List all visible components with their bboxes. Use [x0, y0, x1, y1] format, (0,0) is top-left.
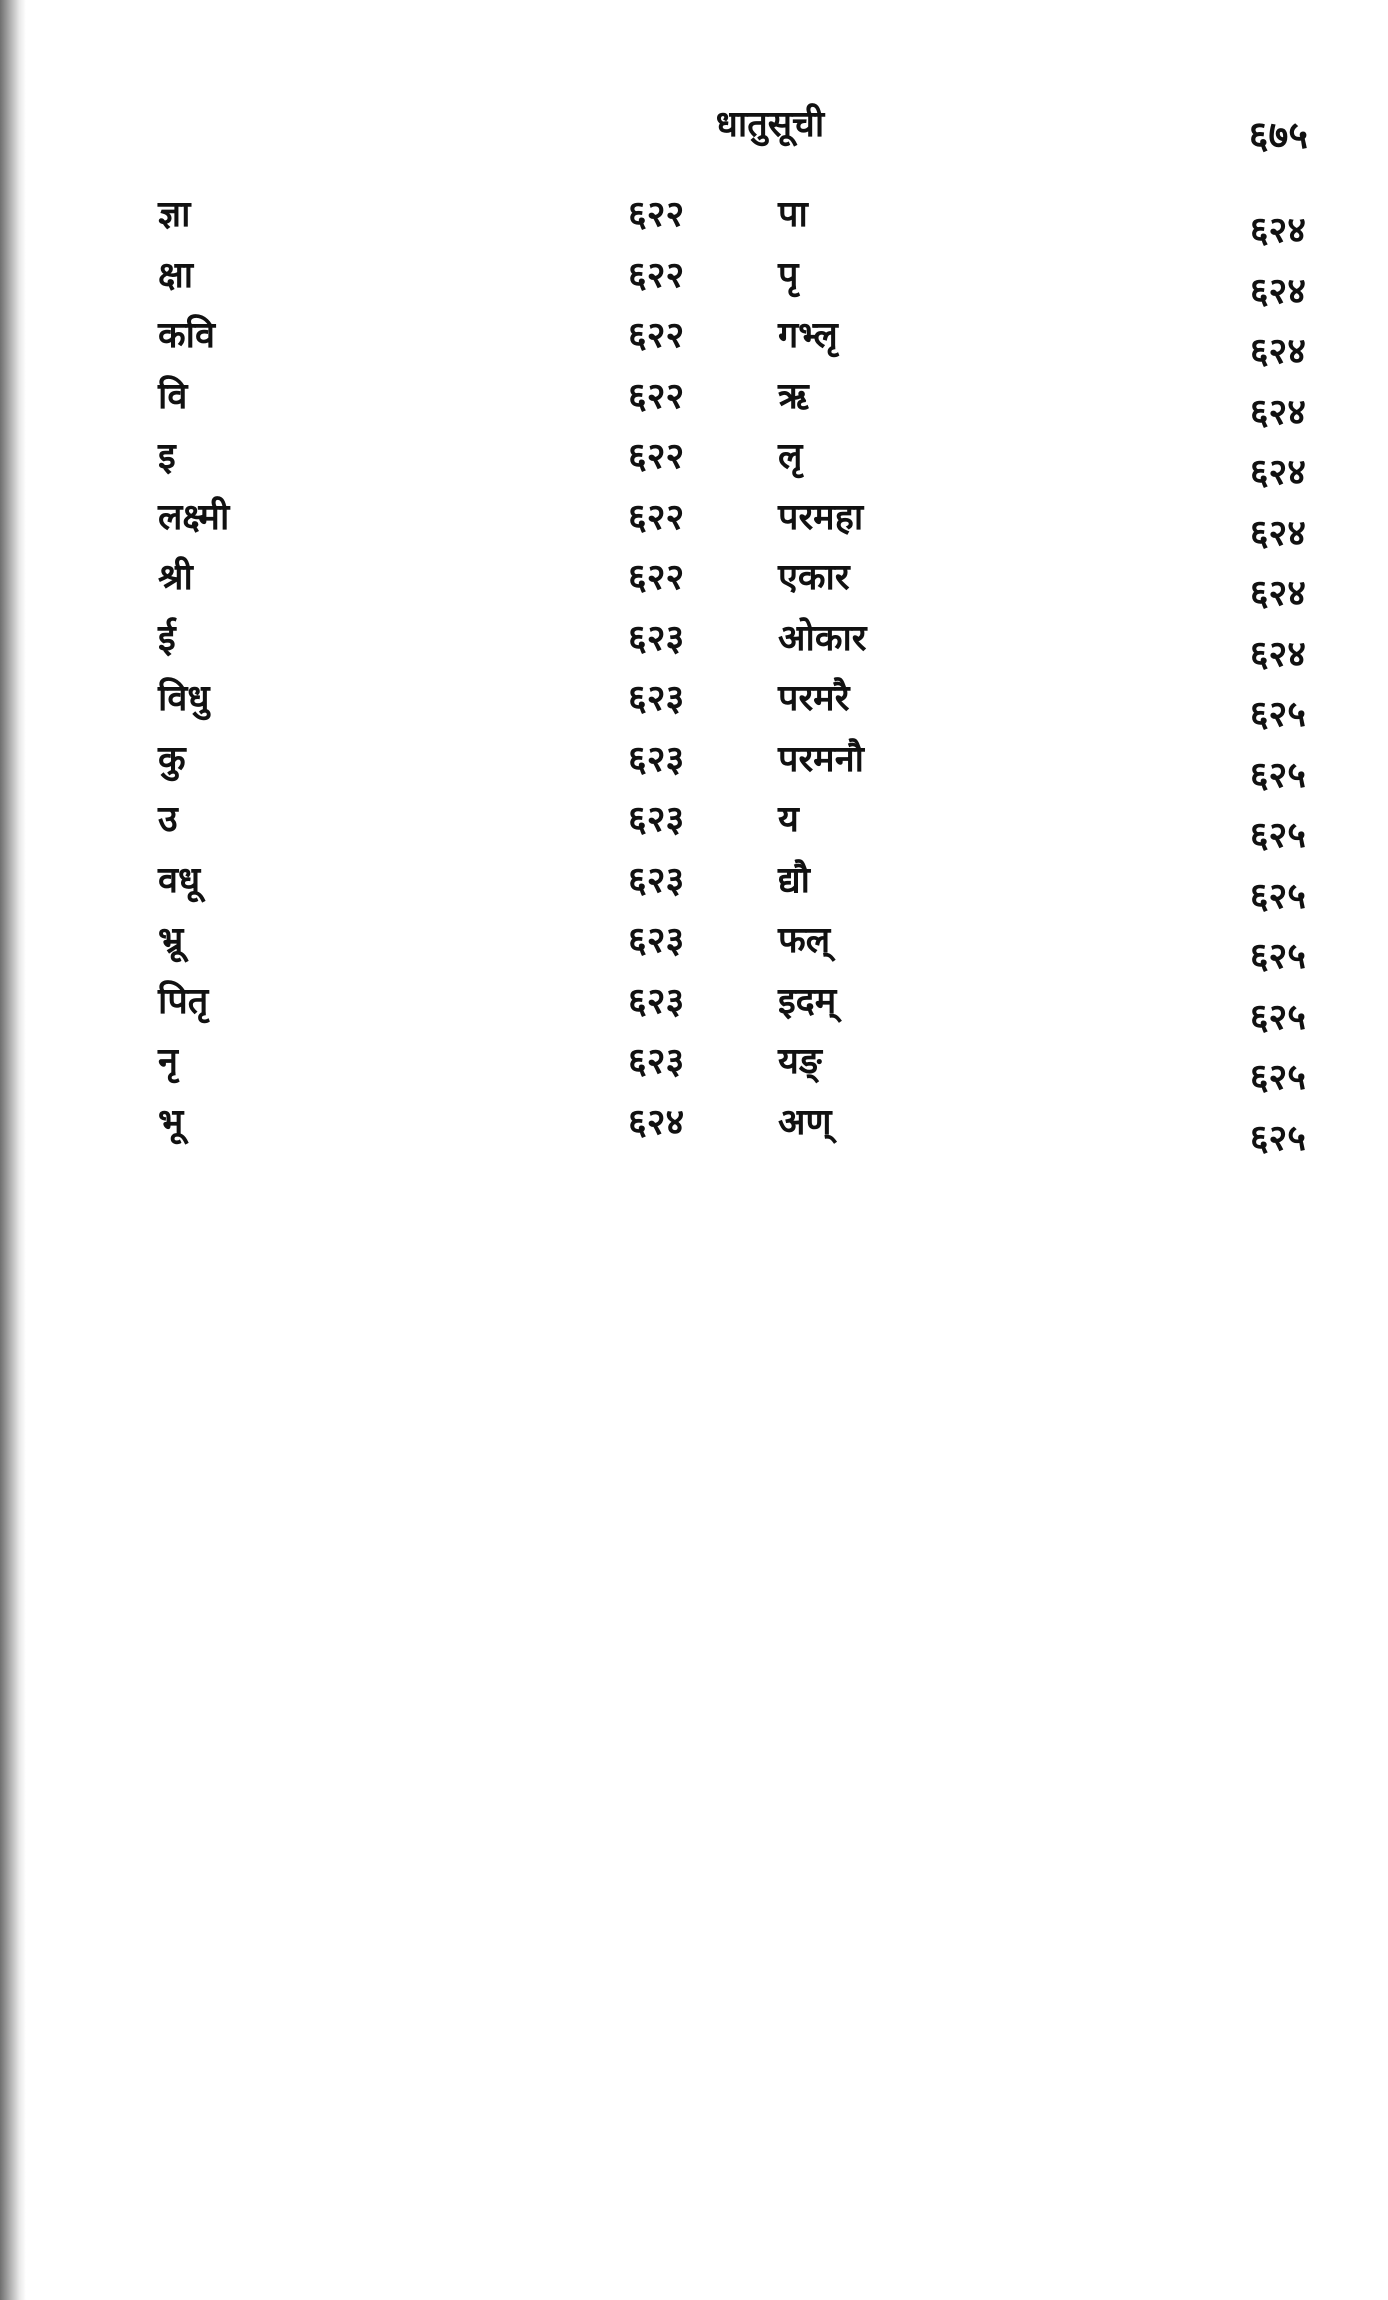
index-row: [0, 612, 1388, 673]
right-term: ओकार: [778, 617, 867, 659]
index-row: [0, 491, 1388, 552]
index-row: [0, 975, 1388, 1036]
right-page-ref: ६२५: [1249, 875, 1306, 917]
right-term: गभ्लृ: [778, 315, 838, 356]
left-page-ref: ६२३: [628, 1041, 685, 1082]
left-page-ref: ६२२: [628, 254, 685, 296]
left-page-ref: ६२३: [628, 920, 685, 961]
index-row: [0, 914, 1388, 975]
left-term: ज्ञा: [158, 194, 191, 235]
left-term: लक्ष्मी: [158, 496, 230, 538]
right-page-ref: ६२५: [1249, 815, 1306, 856]
left-term: इ: [158, 436, 176, 477]
index-row: [0, 672, 1388, 733]
right-term: द्यौ: [778, 859, 811, 901]
right-term: फल्: [778, 920, 831, 961]
index-row: [0, 854, 1388, 915]
right-term: एकार: [778, 557, 850, 598]
left-page-ref: ६२३: [628, 980, 685, 1022]
index-row: [0, 188, 1388, 249]
index-row: [0, 551, 1388, 612]
right-page-ref: ६२५: [1249, 1057, 1306, 1098]
right-term: ऋ: [778, 375, 809, 417]
left-page-ref: ६२२: [628, 375, 685, 417]
left-term: विधु: [158, 678, 210, 719]
index-row: [0, 249, 1388, 310]
right-term: पा: [778, 194, 808, 235]
right-page-ref: ६२५: [1249, 1117, 1306, 1159]
right-page-ref: ६२५: [1249, 936, 1306, 977]
index-table: [0, 188, 1388, 1159]
right-page-ref: ६२४: [1249, 331, 1306, 372]
left-term: भ्रू: [158, 920, 184, 961]
right-term: य: [778, 799, 799, 840]
page-header: [0, 98, 1388, 158]
right-page-ref: ६२५: [1249, 754, 1306, 796]
left-term: भू: [158, 1101, 184, 1143]
left-page-ref: ६२२: [628, 557, 685, 598]
index-row: [0, 430, 1388, 491]
left-term: कवि: [158, 315, 215, 356]
right-page-ref: ६२४: [1249, 512, 1306, 554]
right-term: परमहा: [778, 496, 864, 538]
left-page-ref: ६२३: [628, 859, 685, 901]
left-term: क्षा: [158, 254, 194, 296]
index-row: [0, 1096, 1388, 1157]
left-page-ref: ६२३: [628, 617, 685, 659]
index-row: [0, 1035, 1388, 1096]
left-term: वधू: [158, 859, 201, 901]
right-page-ref: ६२४: [1249, 452, 1306, 493]
index-row: [0, 309, 1388, 370]
left-term: श्री: [158, 557, 193, 598]
left-term: नृ: [158, 1041, 178, 1082]
right-term: अण्: [778, 1101, 832, 1143]
running-title: धातुसूची: [715, 104, 825, 145]
left-term: पितृ: [158, 980, 209, 1022]
left-term: उ: [158, 799, 178, 840]
left-page-ref: ६२२: [628, 315, 685, 356]
index-row: [0, 793, 1388, 854]
left-term: ई: [158, 617, 176, 659]
left-page-ref: ६२३: [628, 678, 685, 719]
left-page-ref: ६२२: [628, 436, 685, 477]
right-term: परमनौ: [778, 738, 865, 780]
index-row: [0, 370, 1388, 431]
right-page-ref: ६२४: [1249, 573, 1306, 614]
left-page-ref: ६२३: [628, 799, 685, 840]
right-page-ref: ६२५: [1249, 694, 1306, 735]
right-term: परमरै: [778, 678, 850, 719]
index-row: [0, 733, 1388, 794]
right-page-ref: ६२४: [1249, 210, 1306, 251]
left-term: वि: [158, 375, 188, 417]
left-page-ref: ६२२: [628, 496, 685, 538]
right-term: यङ्: [778, 1041, 822, 1082]
right-term: पृ: [778, 254, 799, 296]
left-term: कु: [158, 738, 186, 780]
right-term: इदम्: [778, 980, 837, 1022]
left-page-ref: ६२२: [628, 194, 685, 235]
left-page-ref: ६२३: [628, 738, 685, 780]
left-page-ref: ६२४: [628, 1101, 685, 1143]
right-page-ref: ६२५: [1249, 996, 1306, 1038]
right-page-ref: ६२४: [1249, 391, 1306, 433]
right-page-ref: ६२४: [1249, 633, 1306, 675]
right-term: लृ: [778, 436, 803, 477]
page-number: ६७५: [1248, 113, 1308, 157]
right-page-ref: ६२४: [1249, 270, 1306, 312]
